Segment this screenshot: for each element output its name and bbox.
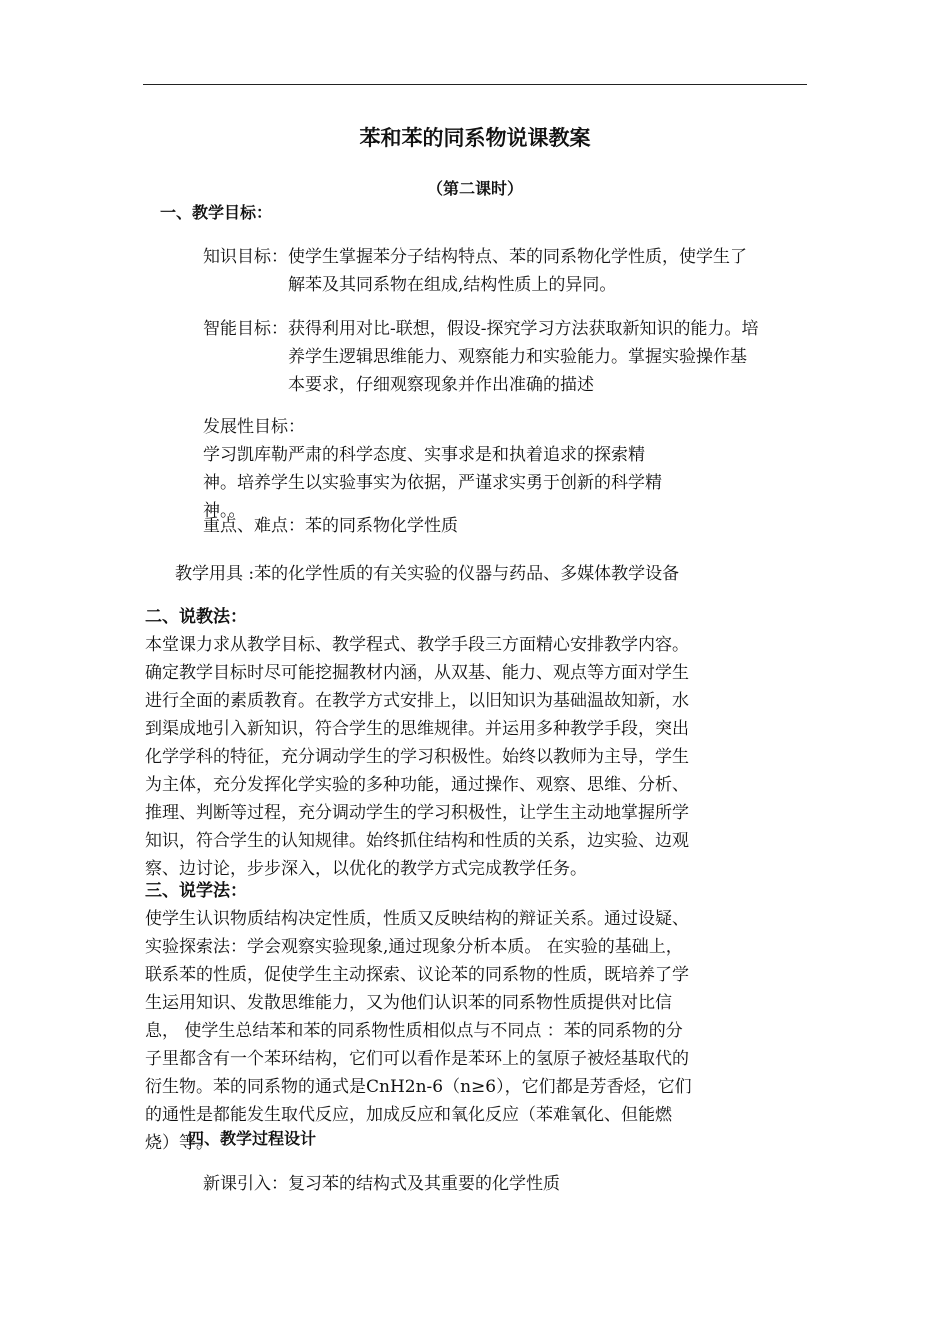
new-lesson-intro: 新课引入：复习苯的结构式及其重要的化学性质 (203, 1174, 560, 1194)
goal-development (203, 413, 768, 525)
teaching-method-text: 本堂课力求从教学目标、教学程式、教学手段三方面精心安排教学内容。确定教学目标时尽可能挖掘教材内涵，从双基、能力、观点等方面对学生进行全面的素质教育。在教学方式安排上，以旧知识为基础温故知新，水到渠成地引入新知识，符合学生的思维规律。并运用多种教学手段，突出化学学科的特征，充分调动学生的学习积极性。始终以教师为主导，学生为主体，充分发挥化学实验的多种功能，通过操作、观察、思维、分析、推理、判断等过程，充分调动学生的学习积极性，让学生主动地掌握所学知识，符合学生的认知规律。始终抓住结构和性质的关系，边实验、边观察、边讨论，步步深入，以优化的教学方式完成教学任务。 (145, 635, 689, 879)
goal-development-text: 学习凯库勒严肃的科学态度、实事求是和执着追求的探索精神。培养学生以实验事实为依据，严谨求实勇于创新的科学精神。。 (203, 445, 662, 521)
document-subtitle: （第二课时） (426, 179, 523, 198)
section-teaching-method (145, 603, 785, 883)
teaching-method-label: 二、说教法： (145, 607, 247, 627)
section-learning-method (145, 877, 790, 1157)
teaching-tools: 教学用具 :苯的化学性质的有关实验的仪器与药品、多媒体教学设备 (175, 564, 680, 584)
goal-ability (203, 315, 768, 399)
goal-development-label: 发展性目标： (203, 417, 305, 437)
goal-knowledge-label: 知识目标： (203, 247, 288, 267)
section-heading-process: 四、教学过程设计 (188, 1129, 317, 1148)
goal-ability-label: 智能目标： (203, 319, 288, 339)
learning-method-text: 使学生认识物质结构决定性质，性质又反映结构的辩证关系。通过设疑、实验探索法：学会观察实验现象,通过现象分析本质。 在实验的基础上，联系苯的性质，促使学生主动探索、议论苯的同系物的性质，既培养了学生运用知识、发散思维能力，又为他们认识苯的同系物性质提供对比信息， 使学生总结苯和苯的同系物性质相似点与不同点 ：苯的同系物的分子里都含有一个苯环结构，它们可以看作是苯环上的氢原子被烃基取代的衍生物。苯的同系物的通式是CnH2n-6（n≥6），它们都是芳香烃，它们的通性是都能发生取代反应，加成反应和氧化反应（苯难氧化、但能燃烧）等。 (145, 909, 692, 1153)
goal-ability-text: 获得利用对比-联想，假设-探究学习方法获取新知识的能力。培养学生逻辑思维能力、观察能力和实验能力。掌握实验操作基本要求，仔细观察现象并作出准确的描述 (288, 319, 759, 395)
header-rule (143, 84, 807, 85)
goal-knowledge (203, 243, 763, 299)
learning-method-label: 三、说学法： (145, 881, 247, 901)
goal-knowledge-text: 使学生掌握苯分子结构特点、苯的同系物化学性质，使学生了解苯及其同系物在组成,结构性质上的异同。 (288, 247, 747, 295)
key-points: 重点、难点：苯的同系物化学性质 (203, 516, 458, 536)
section-heading-teaching-goals: 一、教学目标： (160, 203, 273, 222)
document-title: 苯和苯的同系物说课教案 (359, 126, 591, 150)
